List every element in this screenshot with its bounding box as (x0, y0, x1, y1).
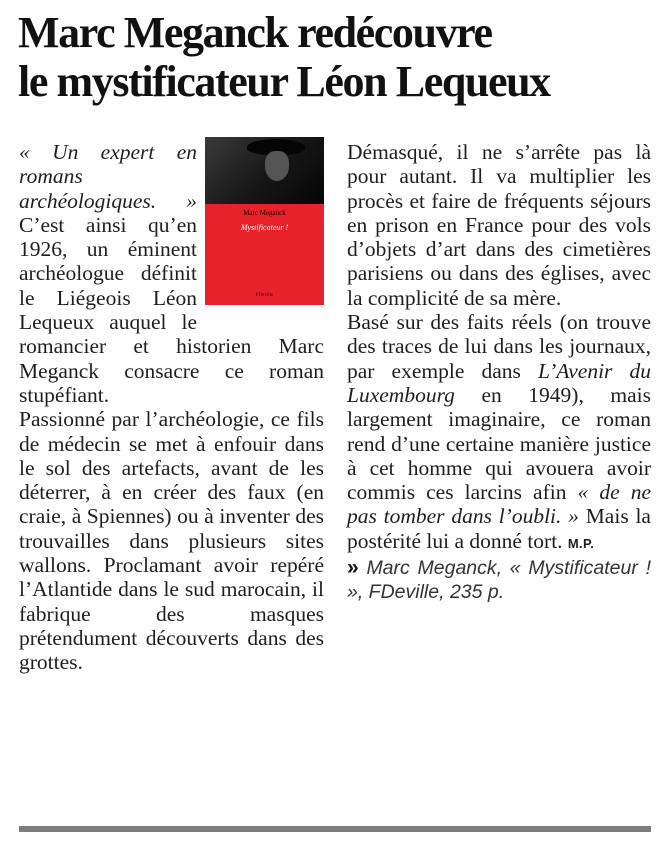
column-left (19, 140, 324, 675)
face-shape (265, 151, 289, 181)
author-signature: M.P. (567, 535, 595, 551)
column-right (347, 140, 651, 604)
headline-line-2: le mystificateur Léon Lequeux (18, 57, 550, 106)
bottom-rule (19, 826, 651, 832)
paragraph-conclusion (347, 310, 651, 556)
cover-publisher: FDeville (255, 293, 274, 298)
cover-author-photo (205, 137, 324, 204)
reference-marker: » (347, 556, 359, 580)
reference-text: Marc Meganck, « Mystificateur ! », FDeville, 235 p. (347, 557, 651, 604)
conclusion-text-c: Mais la postérité lui a donné tort. (347, 504, 651, 553)
paragraph-archaeology: Passionné par l’archéologie, ce fils de médecin se met à enfouir dans le sol des artefacts, avant de les déterrer, à en créer des faux (en craie, à Spiennes) ou à inventer des trouvailles dans plusieurs sites wallons. Proclamant avoir repéré l’Atlantide dans le sud marocain, il fabrique des masques prétendument découverts dans des grottes. (19, 407, 324, 675)
conclusion-quote: « de ne pas tomber dans l’oubli. » (347, 480, 651, 529)
book-reference (347, 556, 651, 604)
book-cover-image (205, 137, 324, 305)
cover-title: Mystificateur ! (240, 223, 289, 232)
headline-line-1: Marc Meganck redécouvre (18, 8, 492, 57)
paragraph-unmasked: Démasqué, il ne s’arrête pas là pour autant. Il va multiplier les procès et faire de fréquents séjours en prison en France pour des vols d’objets d’art dans des cimetières parisiens ou dans des églises, avec la complicité de sa mère. (347, 140, 651, 310)
cover-author: Marc Meganck (243, 209, 286, 217)
newspaper-name: L’Avenir du Luxembourg (347, 358, 652, 407)
intro-text: C’est ainsi qu’en 1926, un éminent archéologue définit le Liégeois Léon Lequeux auquel le romancier et historien Marc Meganck consacre ce roman stupéfiant. (19, 212, 324, 407)
conclusion-text-b: en 1949), mais largement imaginaire, ce roman rend d’une certaine manière justice à cet homme qui avouera avoir commis ces larcins afin (347, 382, 651, 505)
headline (18, 8, 663, 106)
intro-quote: « Un expert en romans archéologiques. » (19, 140, 197, 213)
conclusion-text-a: Basé sur des faits réels (on trouve des traces de lui dans les journaux, par exemple dans (347, 310, 651, 383)
